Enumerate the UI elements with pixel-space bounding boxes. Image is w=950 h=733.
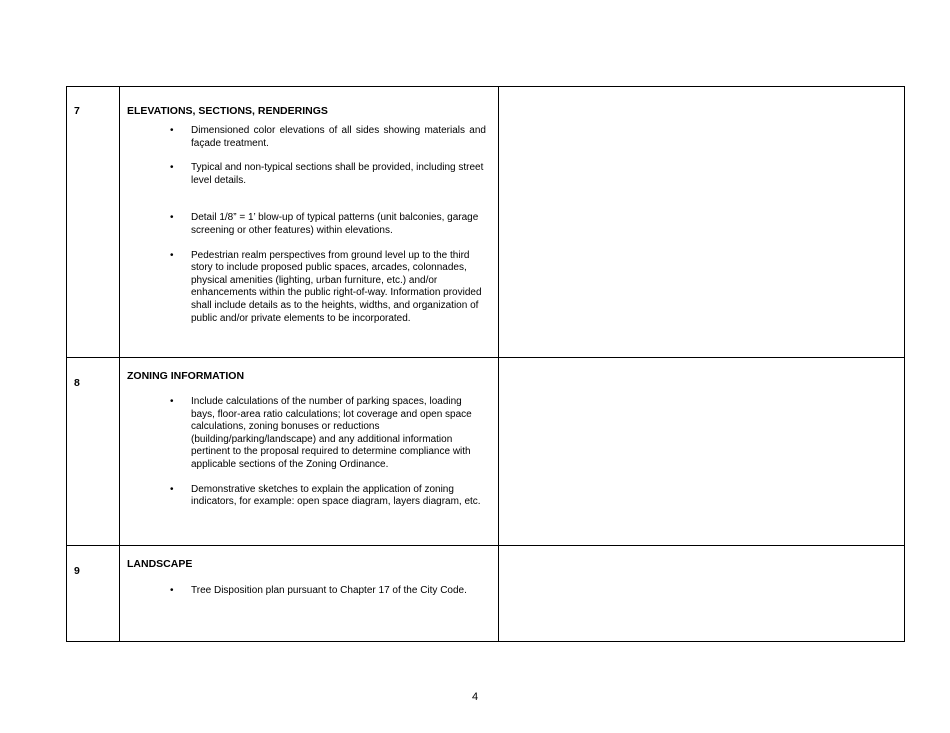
list-item bbox=[120, 162, 498, 187]
section-heading: ZONING INFORMATION bbox=[127, 370, 245, 382]
bullet-icon: • bbox=[170, 585, 174, 596]
response-cell bbox=[499, 546, 905, 642]
section-heading: LANDSCAPE bbox=[127, 558, 193, 570]
list-item-text: Include calculations of the number of parking spaces, loading bays, floor-area ratio calculations; lot coverage and open space calculations, zoning bonuses or reductions (building/parking/landscape) and any additional information pertinent to the proposal required to determine compliance with applicable sections of the Zoning Ordinance. bbox=[191, 396, 472, 470]
list-item-text: Demonstrative sketches to explain the application of zoning indicators, for example: open space diagram, layers diagram, etc. bbox=[191, 483, 481, 508]
table-row bbox=[67, 87, 905, 358]
list-item bbox=[120, 585, 498, 598]
list-item bbox=[120, 125, 498, 150]
response-cell bbox=[499, 358, 905, 546]
list-item-text: Tree Disposition plan pursuant to Chapter 17 of the City Code. bbox=[191, 585, 467, 596]
list-item bbox=[120, 212, 498, 237]
table-row bbox=[67, 546, 905, 642]
list-item-text: Detail 1/8” = 1’ blow-up of typical patterns (unit balconies, garage screening or other features) within elevations. bbox=[191, 212, 479, 236]
page-number: 4 bbox=[471, 691, 479, 703]
list-item-text: Typical and non-typical sections shall be provided, including street level details. bbox=[191, 162, 484, 186]
row-content-cell bbox=[120, 358, 499, 546]
bullet-list bbox=[120, 585, 498, 598]
section-heading: ELEVATIONS, SECTIONS, RENDERINGS bbox=[127, 105, 328, 117]
requirements-table bbox=[66, 86, 905, 642]
row-number-cell bbox=[67, 87, 120, 358]
list-item bbox=[120, 250, 498, 326]
row-content-cell bbox=[120, 87, 499, 358]
table-row bbox=[67, 358, 905, 546]
response-cell bbox=[499, 87, 905, 358]
row-number-cell bbox=[67, 546, 120, 642]
bullet-list bbox=[120, 396, 498, 509]
row-number: 7 bbox=[74, 105, 80, 117]
bullet-icon: • bbox=[170, 483, 174, 495]
row-content-cell bbox=[120, 546, 499, 642]
list-item-text: Pedestrian realm perspectives from ground level up to the third story to include proposed public spaces, arcades, colonnades, physical amenities (lighting, urban furniture, etc.) and/or enhancements within the public right-of-way. Information provided shall include details as to the heights, widths, and organization of public and/or private elements to be incorporated. bbox=[191, 249, 482, 324]
bullet-icon: • bbox=[170, 396, 174, 407]
bullet-icon: • bbox=[170, 212, 174, 224]
bullet-icon: • bbox=[170, 249, 174, 261]
bullet-icon: • bbox=[170, 162, 174, 174]
row-number-cell bbox=[67, 358, 120, 546]
list-item bbox=[120, 484, 498, 509]
list-item bbox=[120, 396, 498, 472]
list-item-text: Dimensioned color elevations of all sides showing materials and façade treatment. bbox=[191, 125, 486, 149]
bullet-icon: • bbox=[170, 125, 174, 136]
row-number: 9 bbox=[74, 565, 80, 577]
row-number: 8 bbox=[74, 377, 80, 389]
bullet-list bbox=[120, 125, 498, 325]
